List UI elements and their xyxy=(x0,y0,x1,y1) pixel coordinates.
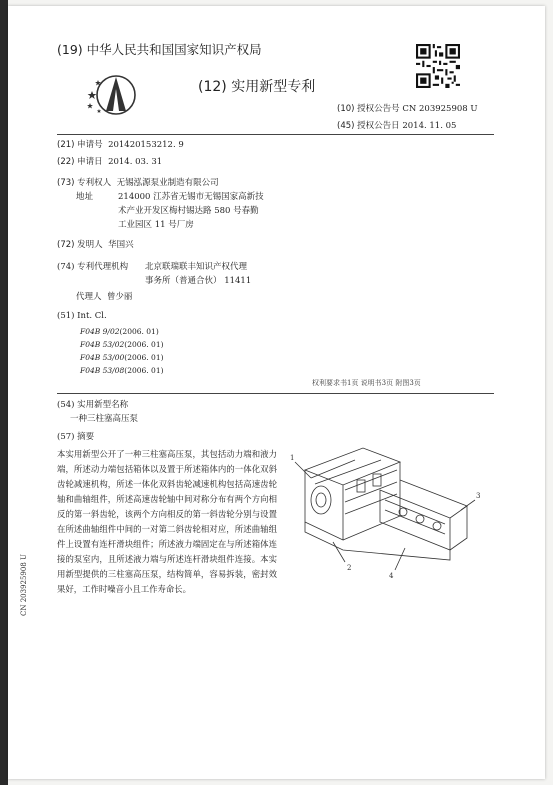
address-line: 术产业开发区梅村锡达路 580 号春勤 xyxy=(118,206,259,216)
page-count-info: 权利要求书1页 说明书3页 附图3页 xyxy=(312,379,421,387)
office-name: (19) 中华人民共和国国家知识产权局 xyxy=(57,42,262,57)
ipc-version: (2006. 01) xyxy=(119,327,159,336)
document-type: (12) 实用新型专利 xyxy=(198,79,316,95)
application-number xyxy=(57,138,184,152)
agent-value: 曾少丽 xyxy=(106,292,133,302)
ipc-code: F04B 53/08 xyxy=(80,366,125,375)
address-line: 214000 江苏省无锡市无锡国家高新技 xyxy=(118,192,264,202)
publication-date xyxy=(337,119,456,131)
cnipa-logo xyxy=(86,71,142,117)
pub-date-label: (45) 授权公告日 xyxy=(337,121,400,131)
filing-date-label: (22) 申请日 xyxy=(57,157,103,167)
pump-drawing xyxy=(285,440,485,585)
ipc-entry xyxy=(80,364,164,377)
figure-label-2: 2 xyxy=(347,564,352,572)
ipc-code: F04B 53/00 xyxy=(80,353,125,362)
ipc-entry xyxy=(80,351,164,364)
address-line: 工业园区 11 号厂房 xyxy=(118,220,194,230)
figure-label-4: 4 xyxy=(389,572,394,580)
figure-label-3: 3 xyxy=(476,492,481,500)
ipc-version: (2006. 01) xyxy=(124,353,164,362)
patentee-label: (73) 专利权人 xyxy=(57,178,112,188)
abstract-label: (57) 摘要 xyxy=(57,432,95,442)
agent-label: 代理人 xyxy=(76,292,102,302)
agency-label: (74) 专利代理机构 xyxy=(57,262,129,272)
pub-date-value: 2014. 11. 05 xyxy=(402,121,457,131)
filing-date xyxy=(57,155,162,169)
inventor-label: (72) 发明人 xyxy=(57,240,103,250)
publication-number xyxy=(337,102,478,114)
pub-number-label: (10) 授权公告号 xyxy=(337,104,400,114)
agency-line: 事务所（普通合伙） 11411 xyxy=(145,276,252,286)
app-number-value: 201420153212. 9 xyxy=(108,140,184,150)
filing-date-value: 2014. 03. 31 xyxy=(108,157,163,167)
abstract-text: 本实用新型公开了一种三柱塞高压泵，其包括动力端和液力端，所述动力端包括箱体以及置于所述箱体内的一体化双斜齿轮减速机构，所述一体化双斜齿轮减速机构包括高速齿轮轴和曲轴组件，所述高速齿轮轴中间对称分布有两个方向相反的第一斜齿轮，该两个方向相反的第一斜齿轮分别与设置在所述曲轴组件中间的一对第二斜齿轮相对应，所述曲轴组件上设置有连杆滑块组件；所述液力端固定在与所述箱体连接的泵室内，且所述液力端与所述连杆滑块组件连接。本实用新型提供的三柱塞高压泵，结构简单，容易拆装，密封效果好，工作时噪音小且工作寿命长。 xyxy=(57,449,277,594)
agency-line: 北京联瑞联丰知识产权代理 xyxy=(145,262,248,272)
header-divider xyxy=(57,134,494,135)
patentee xyxy=(57,176,219,190)
address-label: 地址 xyxy=(76,192,94,202)
mid-divider xyxy=(57,393,494,394)
ipc-code: F04B 53/02 xyxy=(80,340,125,349)
inventor-value: 华国兴 xyxy=(108,240,134,250)
ipc-entry xyxy=(80,325,164,338)
ipc-entry xyxy=(80,338,164,351)
ipc-version: (2006. 01) xyxy=(124,366,164,375)
ipc-list xyxy=(80,325,164,377)
app-number-label: (21) 申请号 xyxy=(57,140,103,150)
ipc-code: F04B 9/02 xyxy=(80,327,120,336)
ipc-version: (2006. 01) xyxy=(124,340,164,349)
agency-block xyxy=(145,260,251,288)
pub-number-value: CN 203925908 U xyxy=(402,104,478,114)
scanner-edge xyxy=(0,0,8,785)
inventor xyxy=(57,238,134,252)
title-label: (54) 实用新型名称 xyxy=(57,400,129,410)
utility-model-title: 一种三柱塞高压泵 xyxy=(70,414,139,424)
patentee-value: 无锡泓源泵业制造有限公司 xyxy=(116,178,219,188)
ipc-label: (51) Int. Cl. xyxy=(57,311,107,321)
agent xyxy=(76,290,132,304)
figure-label-1: 1 xyxy=(290,454,295,462)
address-block xyxy=(118,190,303,232)
qr-code-icon xyxy=(416,44,460,88)
side-publication-number: CN 203925908 U xyxy=(20,554,28,616)
